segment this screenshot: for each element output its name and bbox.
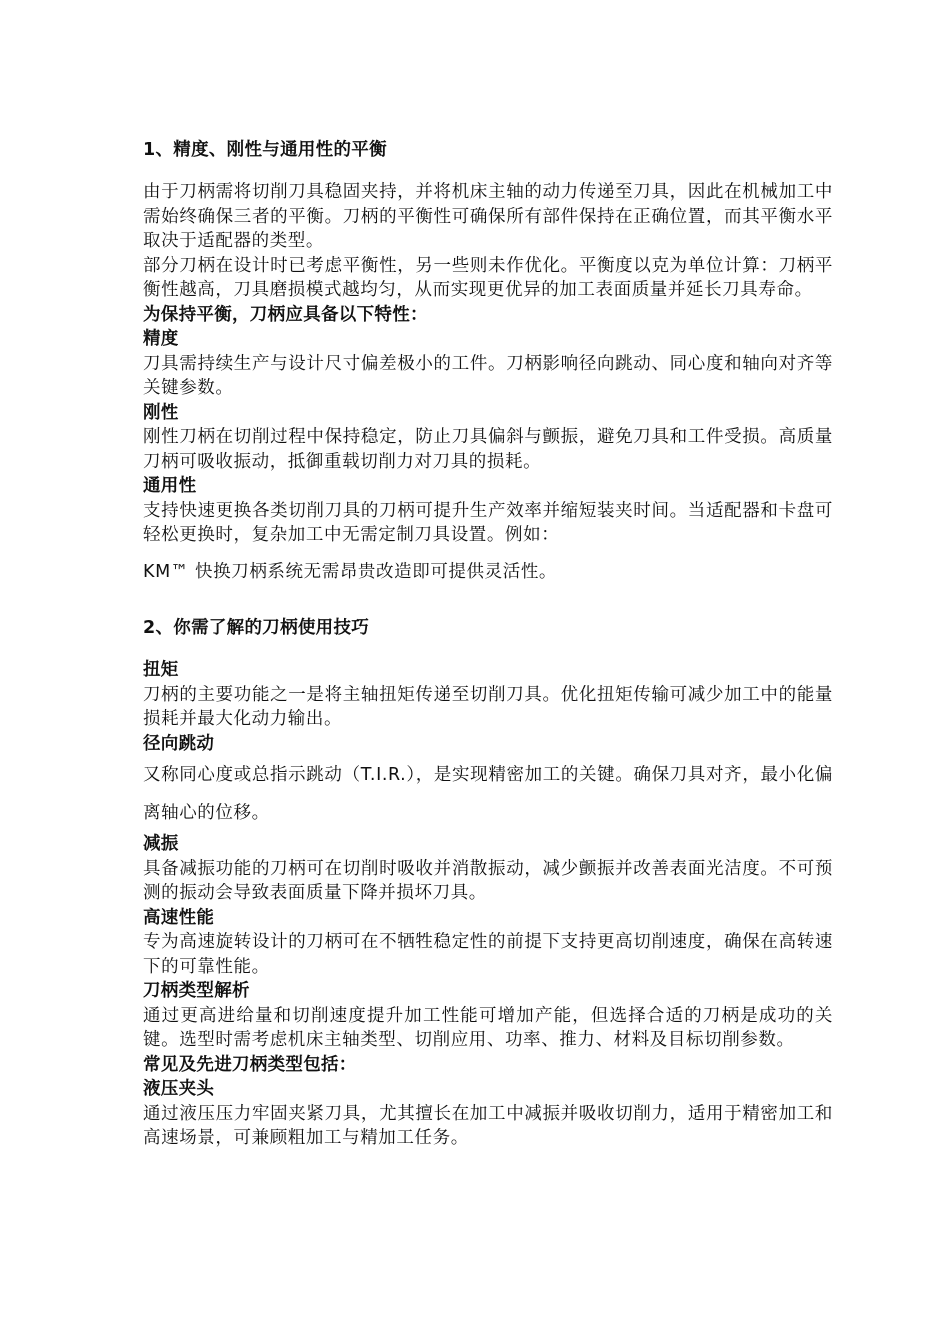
section-2-item-heading: 高速性能	[143, 907, 215, 928]
section-1-item-text: 刚性刀柄在切削过程中保持稳定，防止刀具偏斜与颤振，避免刀具和工件受损。高质量刀柄可吸收振动，抵御重载切削力对刀具的损耗。	[143, 427, 833, 472]
section-2-item-text: 刀柄的主要功能之一是将主轴扭矩传递至切削刀具。优化扭矩传输可减少加工中的能量损耗并最大化动力输出。	[143, 684, 833, 729]
section-2-item-text: 通过更高进给量和切削速度提升加工性能可增加产能，但选择合适的刀柄是成功的关键。选型时需考虑机床主轴类型、切削应用、功率、推力、材料及目标切削参数。	[143, 1005, 833, 1050]
section-1-item-text: 刀具需持续生产与设计尺寸偏差极小的工件。刀柄影响径向跳动、同心度和轴向对齐等关键参数。	[143, 353, 833, 398]
section-1-item-heading: 刚性	[143, 402, 179, 423]
section-1-item-text: 支持快速更换各类切削刀具的刀柄可提升生产效率并缩短装夹时间。当适配器和卡盘可轻松更换时，复杂加工中无需定制刀具设置。例如：	[143, 500, 833, 545]
section-2-item-heading: 径向跳动	[143, 733, 215, 754]
section-2-item-heading: 刀柄类型解析	[143, 981, 250, 1001]
section-2-item-heading: 扭矩	[143, 660, 179, 680]
section-2-type-heading: 液压夹头	[143, 1079, 215, 1099]
document-page	[143, 128, 833, 1151]
section-1-title: 1、精度、刚性与通用性的平衡	[143, 140, 387, 160]
section-2-lead: 常见及先进刀柄类型包括：	[143, 1054, 357, 1075]
section-1-intro-paragraph-2: 部分刀柄在设计时已考虑平衡性，另一些则未作优化。平衡度以克为单位计算：刀柄平衡性越高，刀具磨损模式越均匀，从而实现更优异的加工表面质量并延长刀具寿命。	[143, 255, 833, 300]
section-1-intro-paragraph-1: 由于刀柄需将切削刀具稳固夹持，并将机床主轴的动力传递至刀具，因此在机械加工中需始终确保三者的平衡。刀柄的平衡性可确保所有部件保持在正确位置，而其平衡水平取决于适配器的类型。	[143, 182, 833, 251]
section-2-type-text: 通过液压压力牢固夹紧刀具，尤其擅长在加工中减振并吸收切削力，适用于精密加工和高速场景，可兼顾粗加工与精加工任务。	[143, 1103, 833, 1148]
section-2-item-text: 专为高速旋转设计的刀柄可在不牺牲稳定性的前提下支持更高切削速度，确保在高转速下的可靠性能。	[143, 932, 833, 977]
section-1-item-heading: 通用性	[143, 476, 197, 496]
section-2-item-text: 又称同心度或总指示跳动（T.I.R.），是实现精密加工的关键。确保刀具对齐，最小化偏离轴心的位移。	[143, 765, 833, 823]
section-1-item-heading: 精度	[143, 329, 179, 349]
section-1-lead: 为保持平衡，刀柄应具备以下特性：	[143, 304, 428, 325]
section-2-item-text: 具备减振功能的刀柄可在切削时吸收并消散振动，减少颤振并改善表面光洁度。不可预测的振动会导致表面质量下降并损坏刀具。	[143, 858, 833, 903]
section-1-example: KM™ 快换刀柄系统无需昂贵改造即可提供灵活性。	[143, 561, 558, 582]
section-2-item-heading: 减振	[143, 834, 179, 854]
section-2-title: 2、你需了解的刀柄使用技巧	[143, 618, 370, 638]
